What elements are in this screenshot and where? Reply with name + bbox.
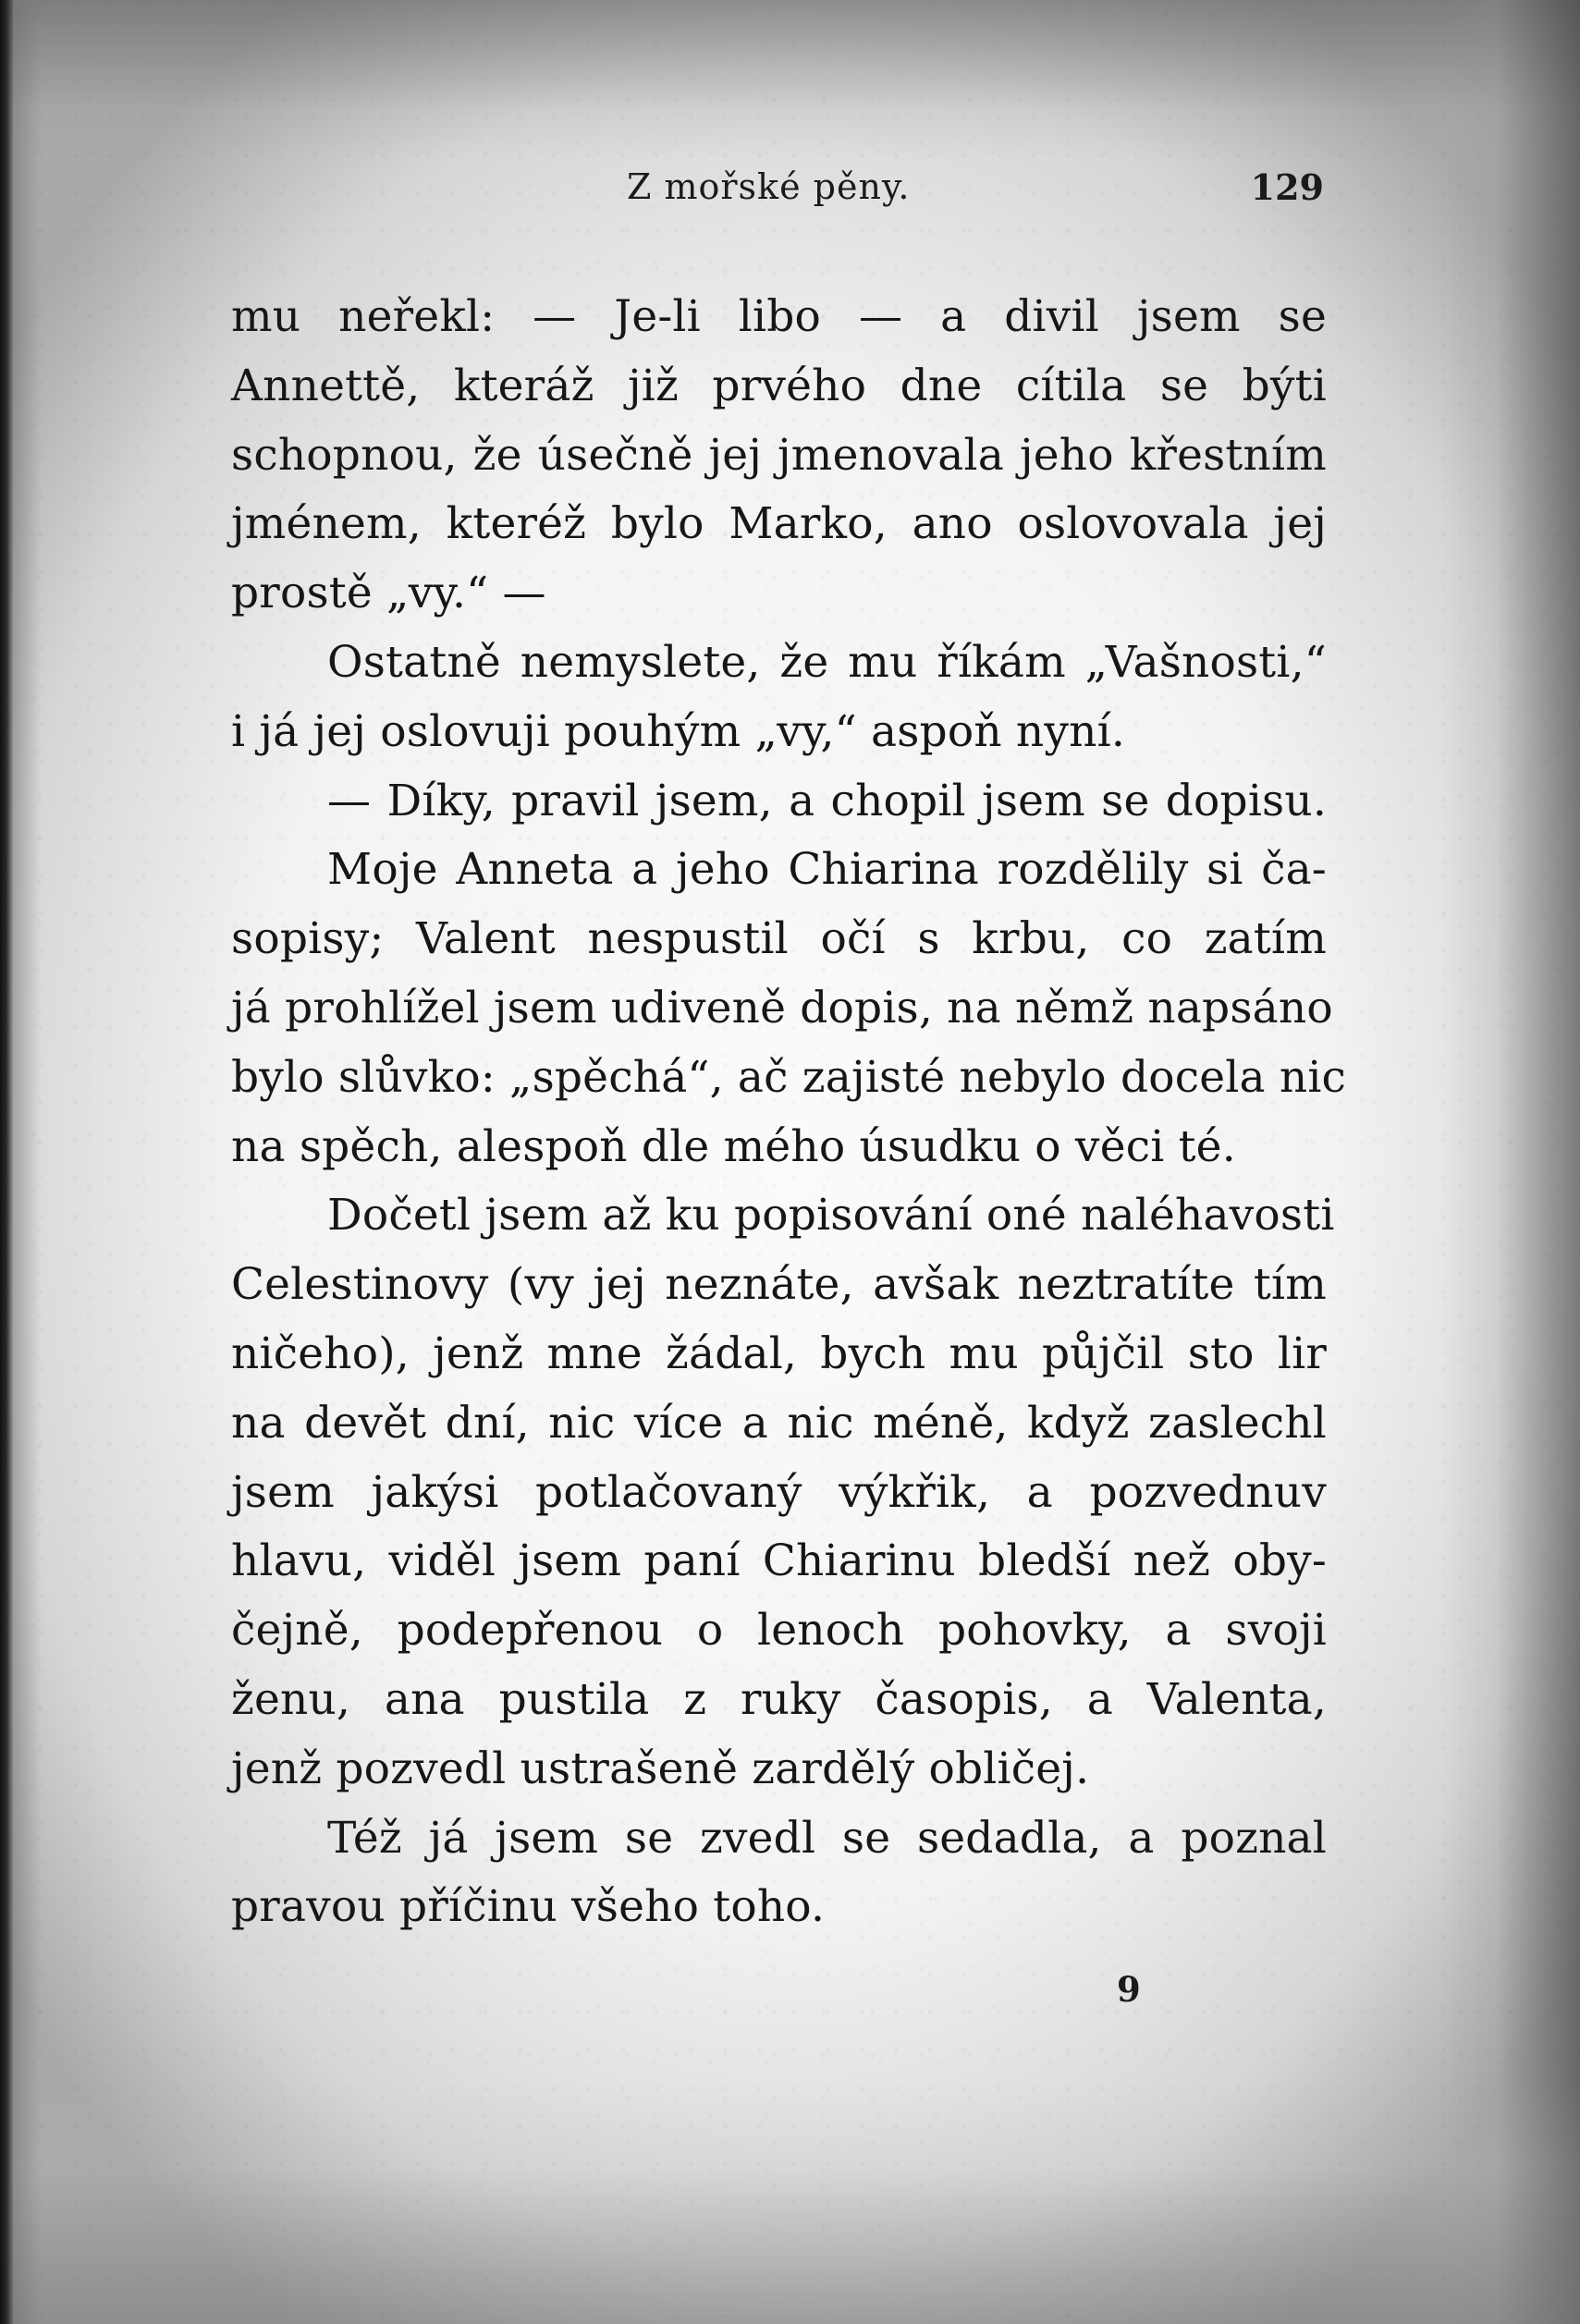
binding-shade [13, 0, 41, 2324]
text-line: Ostatně nemyslete, že mu říkám „Vašnosti,“ [327, 636, 1327, 688]
bottom-shadow [0, 2084, 1580, 2324]
text-line: na devět dní, nic více a nic méně, když zaslechl [231, 1397, 1327, 1449]
text-line: sopisy; Valent nespustil očí s krbu, co zatím [231, 913, 1327, 965]
text-line: Annettě, kteráž již prvého dne cítila se býti [231, 360, 1327, 411]
running-head [0, 166, 1580, 222]
page-number: 129 [1250, 166, 1324, 208]
running-head-title: Z mořské pěny. [627, 166, 911, 207]
right-shadow [1441, 0, 1580, 2324]
top-shadow [0, 0, 1580, 157]
text-line: bylo slůvko: „spěchá“, ač zajisté nebylo docela nic [231, 1051, 1347, 1103]
text-line: ničeho), jenž mne žádal, bych mu půjčil sto lir [231, 1327, 1327, 1379]
binding-edge [0, 0, 13, 2324]
text-line: ženu, ana pustila z ruky časopis, a Valenta, [231, 1673, 1327, 1725]
text-line: na spěch, alespoň dle mého úsudku o věci té. [231, 1120, 1236, 1172]
text-line: schopnou, že úsečně jej jmenovala jeho křestním [231, 429, 1327, 481]
text-line: já prohlížel jsem udiveně dopis, na němž napsáno [231, 982, 1333, 1034]
text-line: prostě „vy.“ — [231, 568, 546, 619]
text-line: Celestinovy (vy jej neznáte, avšak neztratíte tím [231, 1259, 1327, 1311]
text-line: mu neřekl: — Je-li libo — a divil jsem se [231, 291, 1327, 342]
text-line: Moje Anneta a jeho Chiarina rozdělily si ča- [327, 844, 1327, 896]
text-line: pravou příčinu všeho toho. [231, 1881, 826, 1933]
signature-mark: 9 [1117, 1969, 1141, 2010]
text-line: Též já jsem se zvedl se sedadla, a poznal [327, 1812, 1327, 1864]
text-line: jenž pozvedl ustrašeně zardělý obličej. [231, 1743, 1090, 1794]
text-line: jsem jakýsi potlačovaný výkřik, a pozvednuv [231, 1466, 1327, 1518]
text-line: i já jej oslovuji pouhým „vy,“ aspoň nyní. [231, 705, 1125, 757]
text-line: hlavu, viděl jsem paní Chiarinu bledší než oby- [231, 1535, 1327, 1587]
body-text [231, 283, 1347, 1942]
text-line: Dočetl jsem až ku popisování oné naléhavosti [327, 1190, 1335, 1242]
text-line: — Díky, pravil jsem, a chopil jsem se dopisu. [327, 775, 1327, 826]
text-line: čejně, podepřenou o lenoch pohovky, a svoji [231, 1605, 1327, 1657]
text-line: jménem, kteréž bylo Marko, ano oslovovala jej [231, 498, 1327, 550]
